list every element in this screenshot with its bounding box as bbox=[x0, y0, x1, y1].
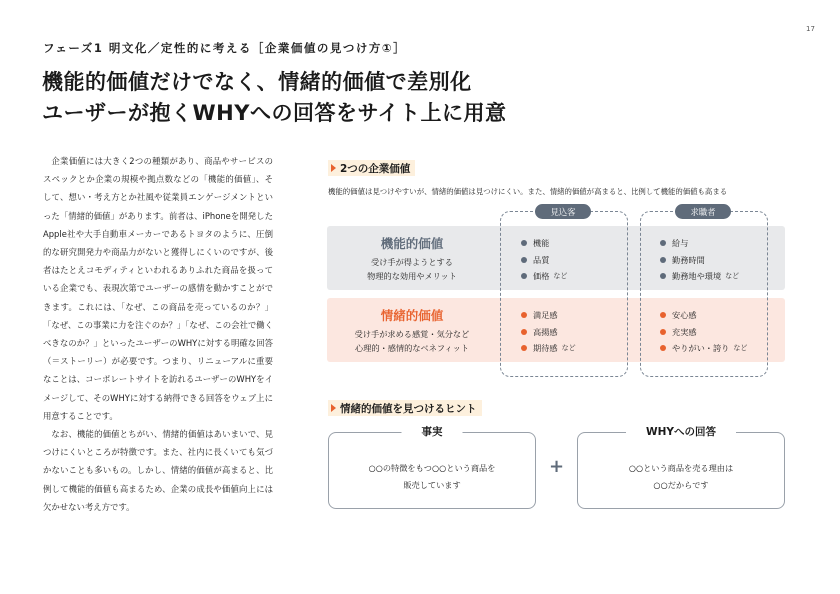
bullet-dot-icon bbox=[660, 345, 666, 351]
column-label-prospects: 見込客 bbox=[535, 204, 591, 219]
bullet-dot-icon bbox=[660, 240, 666, 246]
hint-box-fact bbox=[328, 426, 536, 509]
bullet-dot-icon bbox=[660, 257, 666, 263]
section-kicker: フェーズ1 明文化／定性的に考える［企業価値の見つけ方①］ bbox=[43, 41, 407, 55]
section-heading-label: 情緒的価値を見つけるヒント bbox=[340, 402, 477, 415]
list-item: 価格 など bbox=[521, 268, 567, 285]
emotional-value-label bbox=[327, 298, 497, 355]
functional-value-label bbox=[327, 226, 497, 283]
emotional-value-name: 情緒的価値 bbox=[380, 308, 444, 323]
emotional-value-desc: 受け手が求める感覚・気分など bbox=[354, 329, 470, 339]
list-item: 期待感 など bbox=[521, 340, 576, 357]
section-heading-hints bbox=[328, 400, 482, 416]
section-heading-label: 2つの企業価値 bbox=[340, 162, 411, 175]
page-title-line1: 機能的価値だけでなく、情緒的価値で差別化 bbox=[42, 70, 472, 94]
bullet-dot-icon bbox=[660, 329, 666, 335]
list-item: 安心感 bbox=[660, 307, 747, 324]
triangle-marker-icon bbox=[331, 404, 336, 412]
bullet-dot-icon bbox=[521, 345, 527, 351]
page-number: 17 bbox=[806, 25, 815, 33]
section-heading-two-values bbox=[328, 160, 415, 176]
list-item: 品質 bbox=[521, 252, 567, 269]
bullet-dot-icon bbox=[660, 273, 666, 279]
list-item: 給与 bbox=[660, 235, 739, 252]
list-item: 満足感 bbox=[521, 307, 576, 324]
hint-box-title: 事実 bbox=[402, 424, 463, 439]
functional-value-desc: 受け手が得ようとする bbox=[371, 257, 453, 267]
column-label-job-seekers: 求職者 bbox=[675, 204, 731, 219]
hint-box-why-answer bbox=[577, 426, 785, 509]
emotional-job-seekers-list bbox=[660, 307, 747, 357]
list-item: 充実感 bbox=[660, 324, 747, 341]
list-item: 機能 bbox=[521, 235, 567, 252]
bullet-dot-icon bbox=[521, 312, 527, 318]
list-item: 勤務時間 bbox=[660, 252, 739, 269]
body-paragraph: なお、機能的価値とちがい、情緒的価値はあいまいで、見つけにくいところが特徴です。また、社内に長くいても気づかないことも多いもの。しかし、情緒的価値が高まると、比例して機能的価値も高まるため、企業の成長や価値向上には欠かせない考え方です。 bbox=[43, 429, 273, 512]
list-item: 勤務地や環境 など bbox=[660, 268, 739, 285]
body-paragraph: 企業価値には大きく2つの種類があり、商品やサービスのスペックとか企業の規模や拠点数などの「機能的価値」、そして、想い・考え方とか社風や従業員エンゲージメントといった「情緒的価値」があります。前者は、iPhoneを開発したApple社や大手自動車メーカーであるトヨタのように、圧倒的な研究開発力や商品力がないと獲得しにくいのですが、後者はたとえコモディティといわれるありふれた商品を扱っている企業でも、表現次第でユーザーの感情を動かすことができます。これには、「なぜ、この商品を売っているのか？」「なぜ、この事業に力を注ぐのか？」「なぜ、この会社で働くべきなのか？」といったユーザーのWHYに対する明確な回答（＝ストーリー）が必要です。つまり、リニューアルに重要なことは、コーポレートサイトを訪れるユーザーのWHYをイメージして、そのWHYに対する納得できる回答をウェブ上に用意することです。 bbox=[43, 156, 273, 421]
emotional-value-desc: 心理的・感情的なベネフィット bbox=[355, 343, 469, 353]
hint-box-body: ○○という商品を売る理由は ○○だからです bbox=[628, 463, 734, 490]
bullet-dot-icon bbox=[521, 240, 527, 246]
body-text bbox=[43, 152, 273, 516]
section-lead: 機能的価値は見つけやすいが、情緒的価値は見つけにくい。また、情緒的価値が高まると、比例して機能的価値も高まる bbox=[328, 187, 728, 196]
hint-box-title: WHYへの回答 bbox=[626, 424, 736, 439]
functional-job-seekers-list bbox=[660, 235, 739, 285]
hint-box-body: ○○の特徴をもつ○○という商品を 販売しています bbox=[368, 463, 496, 490]
bullet-dot-icon bbox=[521, 329, 527, 335]
plus-icon: + bbox=[549, 456, 565, 477]
functional-value-name: 機能的価値 bbox=[380, 236, 444, 251]
emotional-prospects-list bbox=[521, 307, 576, 357]
list-item: やりがい・誇り など bbox=[660, 340, 747, 357]
bullet-dot-icon bbox=[660, 312, 666, 318]
bullet-dot-icon bbox=[521, 257, 527, 263]
list-item: 高揚感 bbox=[521, 324, 576, 341]
functional-prospects-list bbox=[521, 235, 567, 285]
bullet-dot-icon bbox=[521, 273, 527, 279]
functional-value-desc: 物理的な効用やメリット bbox=[367, 271, 457, 281]
page-title-line2: ユーザーが抱くWHYへの回答をサイト上に用意 bbox=[42, 101, 507, 125]
triangle-marker-icon bbox=[331, 164, 336, 172]
